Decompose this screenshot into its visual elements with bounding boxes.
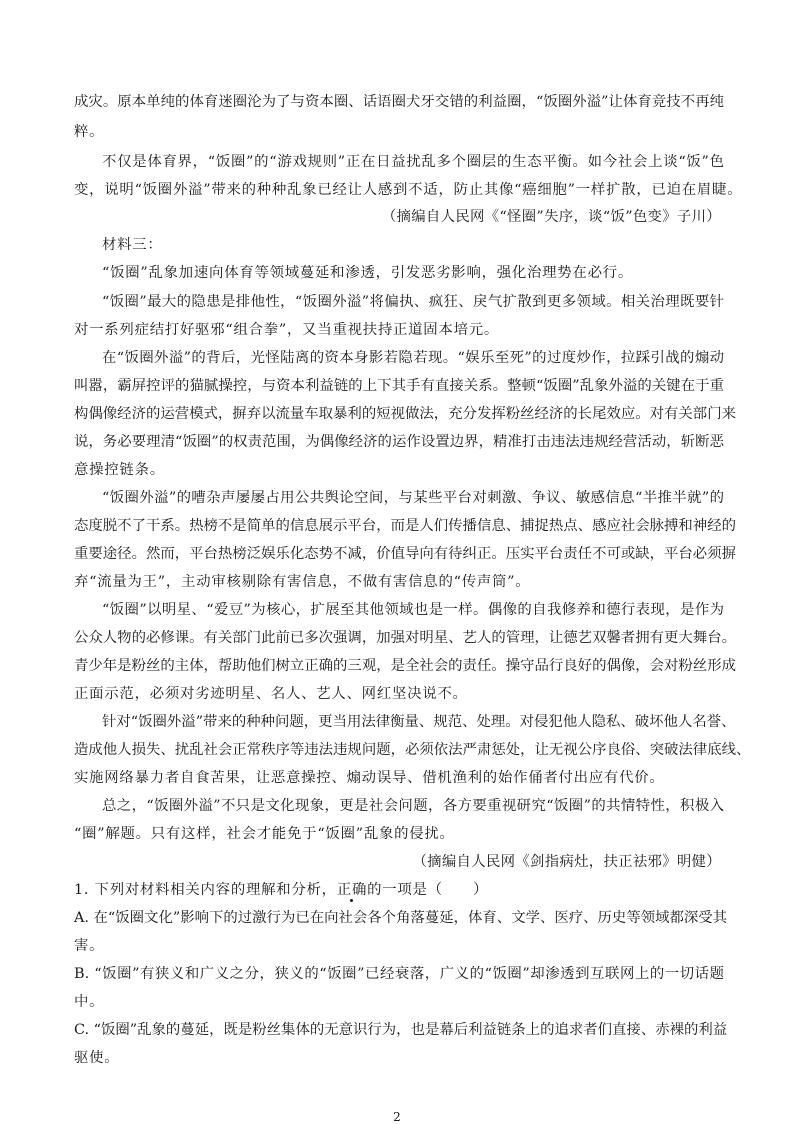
option-c-cont: 驱使。 (74, 1050, 120, 1066)
option-b-cont: 中。 (74, 994, 105, 1010)
option-b: B. “饭圈”有狭义和广义之分，狭义的“饭圈”已经衰落，广义的“饭圈”却渗透到互联网上的一切话题 (74, 966, 724, 982)
paragraph-line: “饭圈”以明星、“爱豆”为核心，扩展至其他领域也是一样。偶像的自我修养和德行表现，是作为 (102, 602, 724, 618)
paragraph-line: 总之，“饭圈外溢”不只是文化现象，更是社会问题，各方要重视研究“饭圈”的共情特性，积极入 (102, 798, 724, 814)
paragraph-line: 构偶像经济的运营模式，摒弃以流量车取暴利的短视做法，充分发挥粉丝经济的长尾效应。对有关部门来 (74, 406, 736, 422)
paragraph-line: 粹。 (74, 124, 105, 140)
paragraph-line: 弃“流量为王”，主动审核剔除有害信息，不做有害信息的“传声筒”。 (74, 574, 531, 590)
paragraph-line: 意操控链条。 (74, 462, 165, 478)
option-c: C. “饭圈”乱象的蔓延，既是粉丝集体的无意识行为，也是幕后利益链条上的追求者们直接、赤裸的利益 (74, 1022, 728, 1038)
emphasis-dots: 正确 (336, 882, 368, 898)
paragraph-line: 对一系列症结打好驱邪“组合拳”，又当重视扶持正道固本培元。 (74, 322, 500, 338)
paragraph-line: “饭圈外溢”的嘈杂声屡屡占用公共舆论空间，与某些平台对刺激、争议、敏感信息“半推半就”的 (102, 490, 724, 506)
paragraph-line: “圈”解题。只有这样，社会才能免于“饭圈”乱象的侵扰。 (74, 826, 455, 842)
paragraph-line: 变，说明“饭圈外溢”带来的种种乱象已经让人感到不适，防止其像“癌细胞”一样扩散，已迫在眉睫。 (74, 182, 743, 198)
paragraph-line: 重要途径。然而，平台热榜泛娱乐化态势不减，价值导向有待纠正。压实平台责任不可或缺，平台必须摒 (74, 546, 736, 562)
paragraph-line: 针对“饭圈外溢”带来的种种问题，更当用法律衡量、规范、处理。对侵犯他人隐私、破坏他人名誉、 (102, 714, 736, 730)
option-a: A. 在“饭圈文化”影响下的过激行为已在向社会各个角落蔓延，体育、文学、医疗、历史等领域都深受其 (74, 910, 728, 926)
section-heading: 材料三： (102, 237, 163, 253)
paragraph-line: 叫嚣，霸屏控评的猫腻操控，与资本利益链的上下其手有直接关系。整顿“饭圈”乱象外溢的关键在于重 (74, 378, 724, 394)
paragraph-line: 公众人物的必修课。有关部门此前已多次强调，加强对明星、艺人的管理，让德艺双馨者拥有更大舞台。 (74, 630, 736, 646)
paragraph-line: 说，务必要理清“饭圈”的权责范围，为偶像经济的运作设置边界，精准打击违法违规经营活动，斩断恶 (74, 434, 724, 450)
paragraph-line: 成灾。原本单纯的体育迷圈沦为了与资本圈、话语圈犬牙交错的利益圈，“饭圈外溢”让体育竞技不再纯 (74, 94, 724, 110)
paragraph-line: “饭圈”最大的隐患是排他性，“饭圈外溢”将偏执、疯狂、戾气扩散到更多领域。相关治理既要针 (102, 294, 724, 310)
paragraph-line: 正面示范，必须对劣迹明星、名人、艺人、网红坚决说不。 (74, 686, 468, 702)
source-citation: （摘编自人民网《剑指病灶，扶正祛邪》明健） (412, 854, 721, 870)
paragraph-line: 在“饭圈外溢”的背后，光怪陆离的资本身影若隐若现。“娱乐至死”的过度炒作，拉踩引战的煽动 (102, 350, 724, 366)
source-citation: （摘编自人民网《“怪圈”失序，谈“饭”色变》子川） (381, 209, 721, 225)
question-stem: 1. 下列对材料相关内容的理解和分析，正确的一项是（ ） (74, 882, 489, 898)
option-a-cont: 害。 (74, 938, 105, 954)
paragraph-line: 不仅是体育界，“饭圈”的“游戏规则”正在日益扰乱多个圈层的生态平衡。如今社会上谈“饭”色 (102, 154, 724, 170)
paragraph-line: 造成他人损失、扰乱社会正常秩序等违法违规问题，必须依法严肃惩处，让无视公序良俗、突破法律底线、 (74, 742, 751, 758)
page-number: 2 (393, 1110, 401, 1124)
paragraph-line: 实施网络暴力者自食苦果，让恶意操控、煽动误导、借机渔利的始作俑者付出应有代价。 (74, 770, 665, 786)
paragraph-line: “饭圈”乱象加速向体育等领域蔓延和渗透，引发恶劣影响，强化治理势在必行。 (102, 265, 633, 281)
paragraph-line: 青少年是粉丝的主体，帮助他们树立正确的三观，是全社会的责任。操守品行良好的偶像，会对粉丝形成 (74, 658, 736, 674)
paragraph-line: 态度脱不了干系。热榜不是简单的信息展示平台，而是人们传播信息、捕捉热点、感应社会脉搏和神经的 (74, 518, 736, 534)
